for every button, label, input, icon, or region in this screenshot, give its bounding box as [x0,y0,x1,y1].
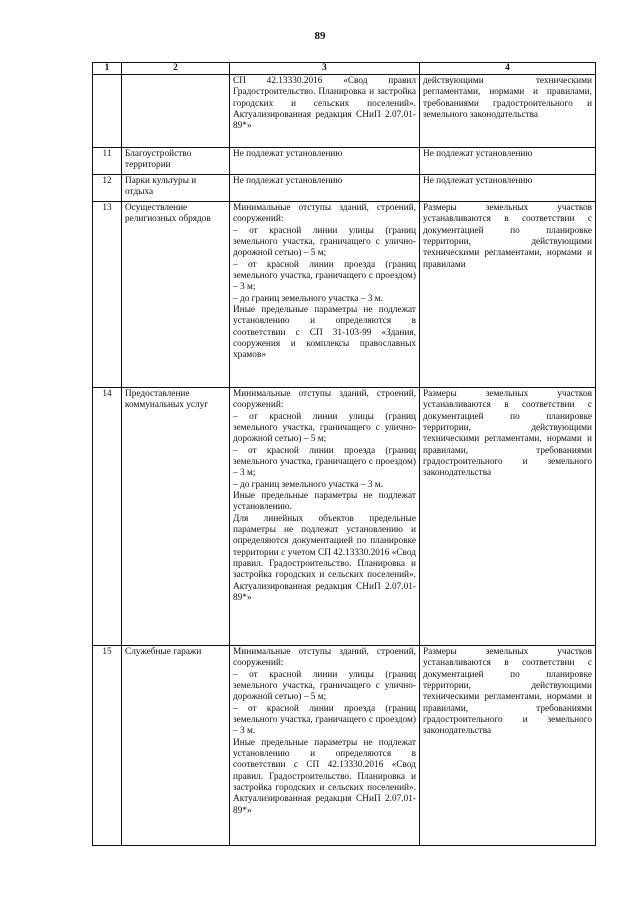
parameter-text: Минимальные отступы зданий, строений, сооружений: [233,203,416,225]
parameter-text: Не подлежат установлению [233,149,343,159]
plot-size-cell [420,388,596,646]
limit-parameters-cell [230,646,420,846]
parameter-text: – от красной линии улицы (границ земельного участка, граничащего с улично-дорожной сетью) – 5 м; [233,225,416,259]
parameter-text: Не подлежат установлению [233,176,343,186]
parameter-text: – от красной линии проезда (границ земельного участка, граничащего с проездом) – 3 м; [233,259,416,293]
table-row [93,646,596,846]
column-number: 3 [230,63,420,75]
column-number: 4 [420,63,596,75]
parameter-text: СП 42.13330.2016 «Свод правил Градостроительство. Планировка и застройка городских и сельских поселений». Актуализированная редакция СНиП 2.07.01-89*» [233,76,416,132]
column-number-row [93,63,596,75]
use-type-name: Благоустройство территории [122,148,230,175]
plot-size-text: Размеры земельных участков устанавливаются в соответствии с документацией по планировке территории, действующими техническими регламентами, нормами и правилами, требованиями градостроительного и земельного законодательства [423,389,592,479]
use-type-name: Парки культуры и отдыха [122,175,230,202]
plot-size-cell [420,148,596,175]
parameter-text: – от красной линии улицы (границ земельного участка, граничащего с улично-дорожной сетью) – 5 м; [233,411,416,445]
parameter-text: – от красной линии проезда (границ земельного участка, граничащего с проездом) – 3 м; [233,445,416,479]
limit-parameters-cell [230,175,420,202]
table-row [93,388,596,646]
limit-parameters-cell [230,202,420,388]
row-number [93,75,122,148]
parameter-text: Иные предельные параметры не подлежат установлению и определяются в соответствии с СП 42.13330.2016 «Свод правил. Градостроительство. Планировка и застройка городских и сельских поселений». Актуализированная редакция СНиП 2.07.01-89*» [233,737,416,816]
plot-size-text: Не подлежат установлению [423,176,533,186]
plot-size-text: Размеры земельных участков устанавливаются в соответствии с документацией по планировке территории, действующими техническими регламентами, нормами и правилами [423,203,592,270]
plot-size-cell [420,202,596,388]
table-row [93,148,596,175]
row-number: 12 [93,175,122,202]
plot-size-text: Не подлежат установлению [423,149,533,159]
plot-size-cell [420,175,596,202]
parameter-text: Минимальные отступы зданий, строений, сооружений: [233,389,416,411]
table-row [93,175,596,202]
parameter-text: Минимальные отступы зданий, строений, сооружений: [233,647,416,669]
parameter-text: – до границ земельного участка – 3 м. [233,479,383,490]
parameter-text: Иные предельные параметры не подлежат установлению. [233,490,416,513]
limit-parameters-cell [230,388,420,646]
parameter-text: – от красной линии проезда (границ земельного участка, граничащего с проездом) – 3 м. [233,703,416,737]
parameter-text: Иные предельные параметры не подлежат установлению и определяются в соответствии с СП 31-103-99 «Здания, сооружения и комплексы православных храмов» [233,304,416,361]
table-row [93,75,596,148]
plot-size-cell [420,646,596,846]
page-number: 89 [314,30,326,42]
column-number: 2 [122,63,230,75]
plot-size-text: Размеры земельных участков устанавливаются в соответствии с документацией по планировке территории, действующими техническими регламентами, нормами и правилами, требованиями градостроительного и земельного законодательства [423,647,592,737]
use-type-name: Осуществление религиозных обрядов [122,202,230,388]
parameter-text: Для линейных объектов предельные параметры не подлежат установлению и определяются документацией по планировке территории с учетом СП 42.13330.2016 «Свод правил. Градостроительство. Планировка и застройка городских и сельских поселений». Актуализированная редакция СНиП 2.07.01-89*» [233,513,416,603]
use-type-name: Служебные гаражи [122,646,230,846]
row-number: 14 [93,388,122,646]
plot-size-cell [420,75,596,148]
row-number: 11 [93,148,122,175]
parameter-text: – от красной линии улицы (границ земельного участка, граничащего с улично-дорожной сетью) – 5 м; [233,669,416,703]
use-type-name: Предоставление коммунальных услуг [122,388,230,646]
use-type-name [122,75,230,148]
limit-parameters-cell [230,75,420,148]
limit-parameters-cell [230,148,420,175]
row-number: 15 [93,646,122,846]
column-number: 1 [93,63,122,75]
plot-size-text: действующими техническими регламентами, нормами и правилами, требованиями градостроительного и земельного законодательства [423,76,592,120]
parameter-text: – до границ земельного участка – 3 м. [233,293,383,304]
zoning-parameters-table [92,62,596,846]
table-row [93,202,596,388]
row-number: 13 [93,202,122,388]
